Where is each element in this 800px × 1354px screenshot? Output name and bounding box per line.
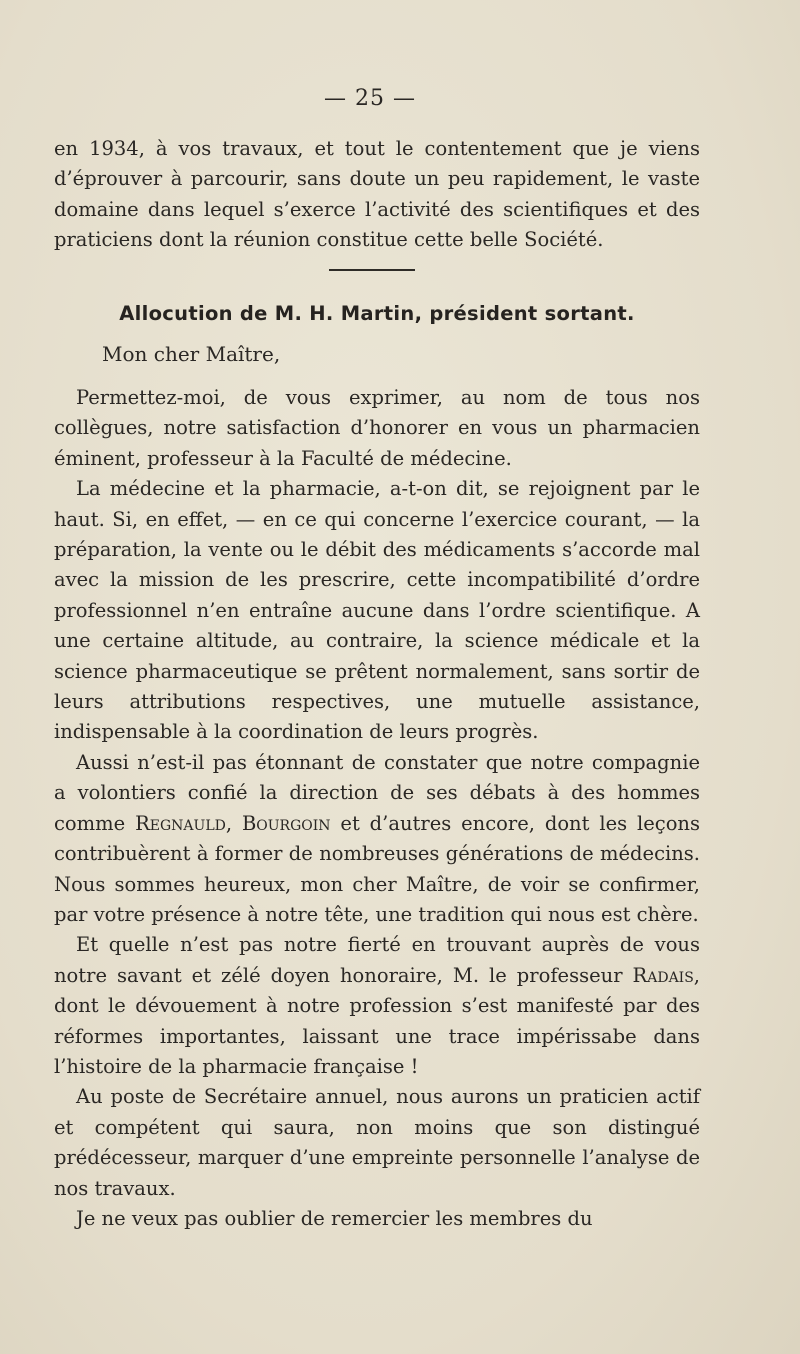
paragraph: Au poste de Secrétaire annuel, nous aurons un praticien actif et compétent qui saura, non moins que son distingué prédécesseur, marquer d’une empreinte personnelle l’analyse de nos travaux. — [54, 1085, 700, 1200]
section-divider — [329, 269, 415, 271]
person-name: Bourgoin — [241, 811, 331, 835]
speech-body — [54, 383, 700, 1234]
paragraph-text: Et quelle n’est pas notre fierté en trouvant auprès de vous notre savant et zélé doyen honoraire, M. le professeur — [54, 933, 700, 987]
paragraph — [54, 930, 700, 1082]
salutation: Mon cher Maître, — [102, 342, 281, 366]
section-heading: Allocution de M. H. Martin, président sortant. — [119, 302, 635, 325]
person-name: Radais — [632, 963, 694, 987]
paragraph-text: et d’autres encore, dont les leçons contribuèrent à former de nombreuses générations de médecins. Nous sommes heureux, mon cher Maître, de voir se confirmer, par votre présence à notre tête, une tradition qui nous est chère. — [54, 811, 700, 926]
intro-text-block — [54, 134, 700, 256]
paragraph: La médecine et la pharmacie, a-t-on dit, se rejoignent par le haut. Si, en effet, — en ce qui concerne l’exercice courant, — la préparation, la vente ou le débit des médicaments s’accorde mal avec la mission de les prescrire, cette incompatibilité d’ordre professionnel n’en entraîne aucune dans l’ordre scientifique. A une certaine altitude, au contraire, la science médicale et la science pharmaceutique se prêtent normalement, sans sortir de leurs attributions respectives, une mutuelle assistance, indispensable à la coordination de leurs progrès. — [54, 477, 700, 744]
paragraph: Je ne veux pas oublier de remercier les membres du — [76, 1206, 593, 1230]
person-name: Regnauld — [135, 811, 226, 835]
paragraph-text: Aussi n’est-il pas étonnant de constater que notre compagnie a volontiers confié la direction de ses débats à des hommes comme — [54, 750, 700, 835]
page-number: — 25 — — [324, 86, 416, 111]
paragraph — [54, 748, 700, 930]
paragraph-text: , dont le dévouement à notre profession s’est manifesté par des réformes importantes, laissant une trace impérissabe dans l’histoire de la pharmacie française ! — [54, 963, 700, 1078]
paragraph: Permettez-moi, de vous exprimer, au nom de tous nos collègues, notre satisfaction d’honorer en vous un pharmacien éminent, professeur à la Faculté de médecine. — [54, 386, 700, 470]
paragraph-text: , — [225, 811, 242, 835]
intro-paragraph: en 1934, à vos travaux, et tout le contentement que je viens d’éprouver à parcourir, sans doute un peu rapidement, le vaste domaine dans lequel s’exerce l’activité des scientifiques et des praticiens dont la réunion constitue cette belle Société. — [54, 137, 700, 252]
